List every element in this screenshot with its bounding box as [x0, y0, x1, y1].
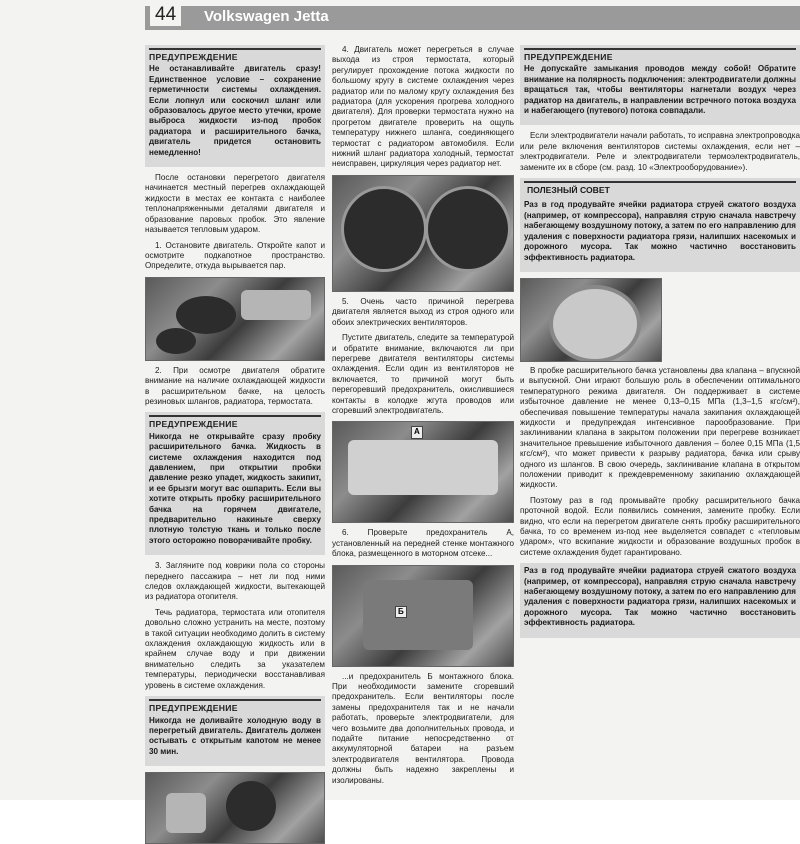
paragraph: 3. Загляните под коврики пола со стороны переднего пассажира – нет ли под ними следов охлаждающей жидкости, вытекающей из радиатора отопителя. [145, 561, 325, 602]
paragraph: 2. При осмотре двигателя обратите внимание на наличие охлаждающей жидкости в расширительном бачке, на целость резиновых шлангов, радиатора, термостата. [145, 365, 325, 406]
tip-title: ПОЛЕЗНЫЙ СОВЕТ [524, 181, 796, 197]
paragraph: После остановки перегретого двигателя начинается местный перегрев охлаждающей жидкости в местах ее контакта с наиболее теплонапряженными деталями двигателя и образование паровых пробок. Это явление называется тепловым ударом. [145, 173, 325, 235]
warning-text: Не допускайте замыкания проводов между собой! Обратите внимание на полярность подключения: электродвигатели должны вращаться так, чтобы вентиляторы нагнетали воздух через радиатор на двигатель, в направлении встречного потока воздуха и набегающего (путевого) потока совпадали. [524, 64, 796, 116]
warning-text: Не останавливайте двигатель сразу! Единственное условие – сохранение герметичности системы охлаждения. Если лопнул или соскочил шланг или образовалось другое место утечки, кроме выброса жидкости из-под пробок радиатора и расширительного бачка, двигатель придется остановить немедленно! [149, 64, 321, 157]
radiator-fan-photo [332, 175, 514, 292]
brand-title: Volkswagen Jetta [204, 8, 329, 25]
paragraph: В пробке расширительного бачка установлены два клапана – впускной и выпускной. Они играют большую роль в обеспечении оптимального температурного режима двигателя. Он поддерживает в системе избыточное давление не менее 0,13–0,15 МПа (1,3–1,5 кгс/см²), обеспечивая повышение температуры начала закипания охлаждающей жидкости и предупреждая интенсивное парообразование. При заклинивании клапана в закрытом положении при перегреве возникает значительное превышение избыточного давления – более 0,15 МПа (1,5 кгс/см²), что может привести к разрыву радиатора, бачка или срыву одного из шлангов. В свою очередь, заклинивание клапана в открытом положении приводит к преждевременному закипанию охлаждающей жидкости. [520, 365, 800, 490]
paragraph: ...и предохранитель Б монтажного блока. При необходимости замените сгоревший предохранитель. Если вентиляторы после замены предохранителя так и не начали работать, проверьте электродвигатели, для чего возьмите два дополнительных провода, и подайте питание непосредственно от аккумуляторной батареи на разъем электродвигателя вентилятора. Провода должны быть надежно закреплены и изолированы. [332, 671, 514, 785]
expansion-tank-cap-photo [520, 278, 662, 362]
column-left [145, 45, 325, 844]
warning-box-4 [520, 45, 800, 125]
paragraph: Течь радиатора, термостата или отопителя довольно сложно устранить на месте, поэтому в такой ситуации необходимо долить в систему охлаждения охлаждающую жидкость или в крайнем случае воду и при движении внимательно следить за указателем температуры, периодически восстанавливая уровень в системе охлаждения. [145, 607, 325, 690]
warning-title: ПРЕДУПРЕЖДЕНИЕ [524, 48, 796, 62]
tip-text: Раз в год продувайте ячейки радиатора струей сжатого воздуха (например, от компрессора), направляя струю сначала навстречу набегающему воздушному потоку, а затем по его направлению для удаления с поверхности радиатора грязи, налипших насекомых и дорожного мусора. Так можно частично восстановить эффективность радиатора. [524, 200, 796, 262]
paragraph: Поэтому раз в год промывайте пробку расширительного бачка проточной водой. Если появились сомнения, замените пробку. Если видно, что если на перегретом двигателе снять пробку расширительного бачка, то со временем из-под нее выделяется совпадет с «тепловым ударом», что вскипание жидкости и образование воздушных пробок в системе охлаждения будет гарантировано. [520, 495, 800, 557]
warning-title: ПРЕДУПРЕЖДЕНИЕ [149, 699, 321, 713]
warning-title: ПРЕДУПРЕЖДЕНИЕ [149, 415, 321, 429]
warning-title: ПРЕДУПРЕЖДЕНИЕ [149, 48, 321, 62]
photo-label-b: Б [395, 606, 407, 618]
engine-bay-photo [145, 277, 325, 361]
warning-box-1 [145, 45, 325, 167]
warning-box-3 [145, 696, 325, 766]
fuse-block-photo-a [332, 421, 514, 523]
paragraph: Если электродвигатели начали работать, то исправна электропроводка или реле включения вентиляторов системы охлаждения, если нет – электродвигатели. Реле и электродвигатели термоэлектродвигатель, замените их в сборе (см. разд. 10 «Электрооборудование»). [520, 131, 800, 172]
paragraph: 6. Проверьте предохранитель А, установленный на передней стенке монтажного блока, размещенного в моторном отсеке... [332, 528, 514, 559]
paragraph: 5. Очень часто причиной перегрева двигателя является выход из строя одного или обоих электрических вентиляторов. [332, 296, 514, 327]
floor-mat-photo [145, 772, 325, 844]
warning-text: Никогда не доливайте холодную воду в перегретый двигатель. Двигатель должен остывать с открытым капотом не менее 30 мин. [149, 715, 321, 756]
paragraph: 4. Двигатель может перегреться в случае выхода из строя термостата, который регулирует прохождение потока жидкости по большому кругу в системе охлаждения через радиатор или по малому кругу охлаждения без радиатора (для ускорения прогрева холодного двигателя). Для проверки термостата нужно на прогретом двигателе проверить на ощупь температуру нижнего шланга, соединяющего термостат с радиатором автомобиля. Если нижний шланг радиатора холодный, термостат неисправен, циркуляция через радиатор нет. [332, 45, 514, 169]
cap-photo-row [520, 278, 800, 362]
tip-box-1 [520, 178, 800, 272]
tip-text: Раз в год продувайте ячейки радиатора струей сжатого воздуха (например, от компрессора), направляя струю сначала навстречу набегающему воздушному потоку, а затем по его направлению для удаления с поверхности радиатора грязи, налипших насекомых и дорожного мусора. Так можно частично восстановить эффективность радиатора. [524, 566, 796, 628]
column-middle [332, 45, 514, 791]
fuse-block-photo-b [332, 565, 514, 667]
page-number: 44 [150, 4, 181, 26]
photo-label-a: А [411, 426, 423, 438]
paragraph: 1. Остановите двигатель. Откройте капот и осмотрите подкапотное пространство. Определите, откуда вырывается пар. [145, 240, 325, 271]
warning-text: Никогда не открывайте сразу пробку расширительного бачка. Жидкость в системе охлаждения находится под давлением, при открытии пробки давление резко упадет, жидкость закипит, и ее брызги могут вас ошпарить. Если вы хотите открыть пробку расширительного бачка на горячем двигателе, предварительно накиньте сверху плотную толстую ткань и только после этого осторожно поворачивайте пробку. [149, 431, 321, 545]
tip-box-2 [520, 563, 800, 637]
warning-box-2 [145, 412, 325, 555]
paragraph: Пустите двигатель, следите за температурой и обратите внимание, включаются ли при перегреве двигателя вентиляторы системы охлаждения. Если один из вентиляторов не включается, то причиной могут быть перегоревший предохранитель, окислившиеся контакты в колодке жгута проводов или сгоревший электродвигатель. [332, 333, 514, 415]
column-right [520, 45, 800, 644]
